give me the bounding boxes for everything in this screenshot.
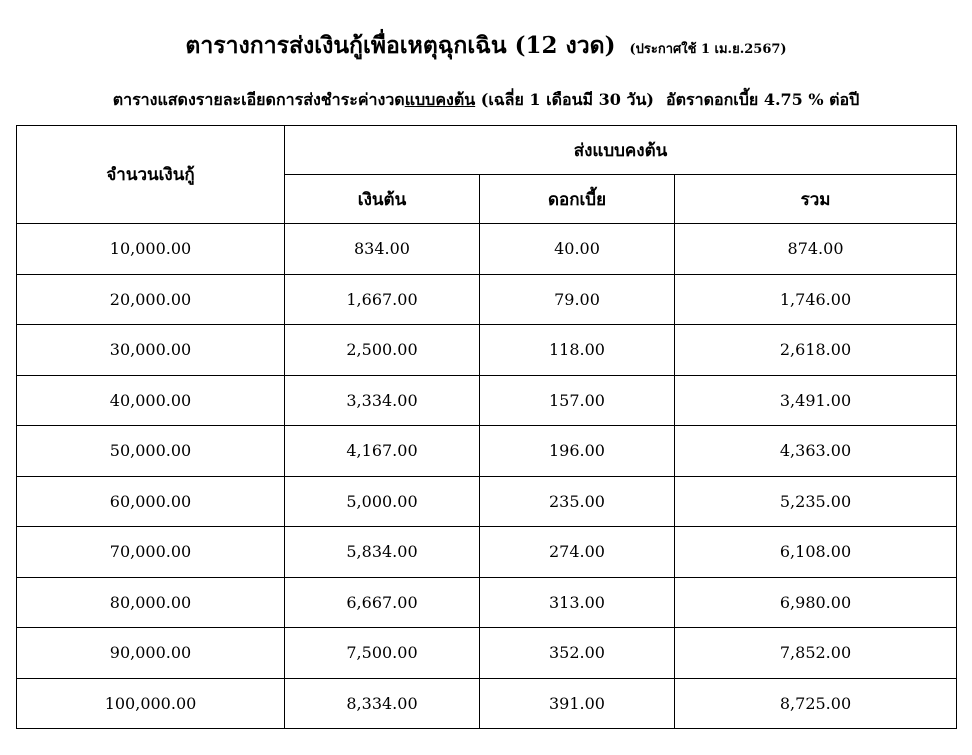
- table-row: [17, 628, 957, 679]
- cell-loan-amount: 40,000.00: [17, 375, 285, 426]
- cell-interest: 40.00: [480, 224, 675, 275]
- table-row: [17, 325, 957, 376]
- table-body: [17, 224, 957, 729]
- cell-loan-amount: 100,000.00: [17, 678, 285, 729]
- cell-principal: 3,334.00: [285, 375, 480, 426]
- cell-loan-amount: 90,000.00: [17, 628, 285, 679]
- table-row: [17, 678, 957, 729]
- interest-rate: อัตราดอกเบี้ย 4.75 % ต่อปี: [665, 90, 860, 109]
- header-total: รวม: [675, 175, 957, 224]
- header-loan-amount: จำนวนเงินกู้: [17, 126, 285, 224]
- cell-loan-amount: 30,000.00: [17, 325, 285, 376]
- cell-interest: 157.00: [480, 375, 675, 426]
- cell-interest: 196.00: [480, 426, 675, 477]
- cell-interest: 274.00: [480, 527, 675, 578]
- cell-principal: 5,000.00: [285, 476, 480, 527]
- cell-interest: 313.00: [480, 577, 675, 628]
- table-row: [17, 476, 957, 527]
- subtitle-text: ตารางแสดงรายละเอียดการส่งชำระค่างวด: [112, 90, 405, 109]
- cell-total: 7,852.00: [675, 628, 957, 679]
- announce-note: (ประกาศใช้ 1 เม.ย.2567): [629, 42, 787, 57]
- cell-total: 8,725.00: [675, 678, 957, 729]
- cell-total: 3,491.00: [675, 375, 957, 426]
- cell-interest: 391.00: [480, 678, 675, 729]
- cell-interest: 118.00: [480, 325, 675, 376]
- cell-total: 6,108.00: [675, 527, 957, 578]
- subtitle-average-note: (เฉลี่ย 1 เดือนมี 30 วัน): [475, 90, 654, 109]
- cell-total: 874.00: [675, 224, 957, 275]
- table-row: [17, 224, 957, 275]
- cell-loan-amount: 70,000.00: [17, 527, 285, 578]
- cell-loan-amount: 20,000.00: [17, 274, 285, 325]
- cell-principal: 8,334.00: [285, 678, 480, 729]
- cell-total: 5,235.00: [675, 476, 957, 527]
- header-principal: เงินต้น: [285, 175, 480, 224]
- cell-principal: 5,834.00: [285, 527, 480, 578]
- header-fixed-principal-group: ส่งแบบคงต้น: [285, 126, 957, 175]
- cell-principal: 1,667.00: [285, 274, 480, 325]
- table-row: [17, 527, 957, 578]
- cell-principal: 6,667.00: [285, 577, 480, 628]
- cell-interest: 79.00: [480, 274, 675, 325]
- cell-loan-amount: 80,000.00: [17, 577, 285, 628]
- table-row: [17, 426, 957, 477]
- cell-loan-amount: 50,000.00: [17, 426, 285, 477]
- cell-interest: 352.00: [480, 628, 675, 679]
- page-subtitle: [0, 88, 972, 113]
- cell-total: 2,618.00: [675, 325, 957, 376]
- repayment-table: [16, 125, 957, 729]
- title-text: ตารางการส่งเงินกู้เพื่อเหตุฉุกเฉิน (12 งวด): [185, 32, 616, 59]
- cell-principal: 4,167.00: [285, 426, 480, 477]
- cell-loan-amount: 10,000.00: [17, 224, 285, 275]
- cell-principal: 834.00: [285, 224, 480, 275]
- cell-principal: 2,500.00: [285, 325, 480, 376]
- cell-total: 1,746.00: [675, 274, 957, 325]
- table-row: [17, 577, 957, 628]
- header-interest: ดอกเบี้ย: [480, 175, 675, 224]
- table-row: [17, 375, 957, 426]
- cell-loan-amount: 60,000.00: [17, 476, 285, 527]
- table-row: [17, 274, 957, 325]
- cell-total: 4,363.00: [675, 426, 957, 477]
- cell-interest: 235.00: [480, 476, 675, 527]
- cell-total: 6,980.00: [675, 577, 957, 628]
- cell-principal: 7,500.00: [285, 628, 480, 679]
- page-title: [0, 28, 972, 64]
- subtitle-method: แบบคงต้น: [404, 90, 476, 109]
